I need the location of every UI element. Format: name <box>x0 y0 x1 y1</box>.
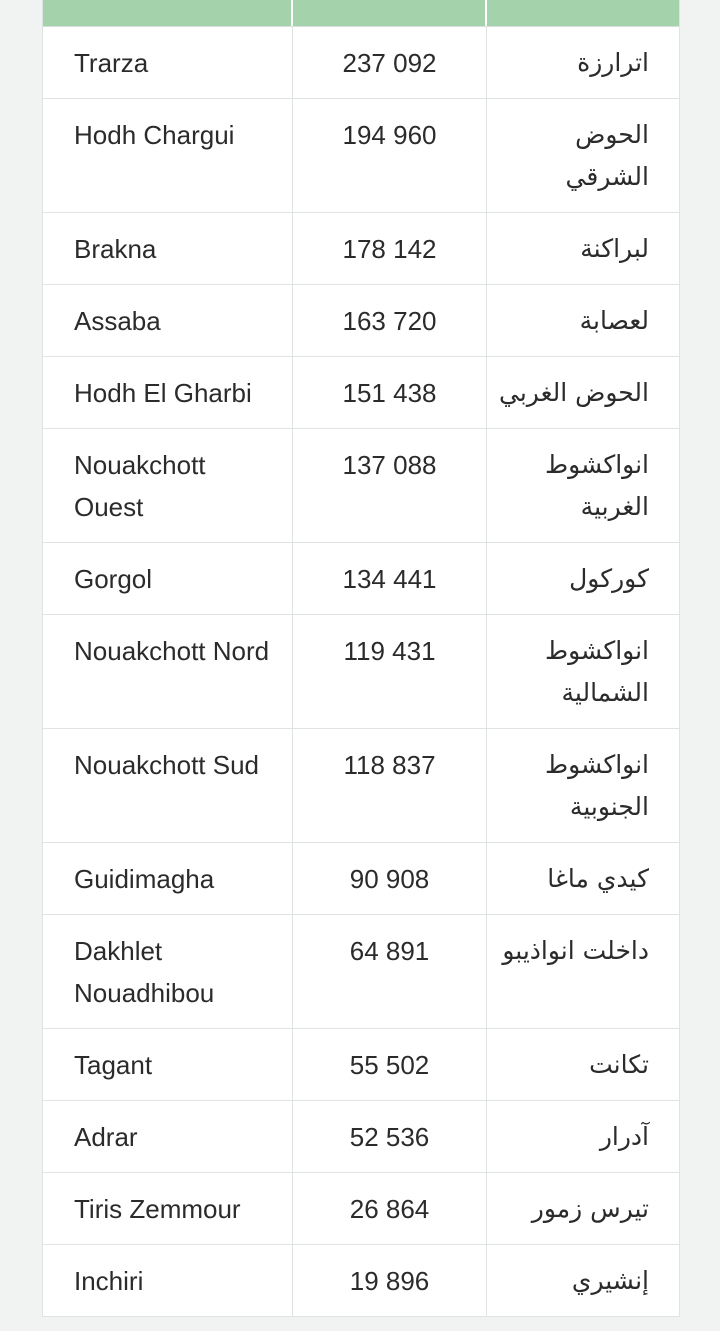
cell-population: 194 960 <box>293 99 487 212</box>
cell-population: 118 837 <box>293 729 487 842</box>
cell-population: 237 092 <box>293 27 487 98</box>
cell-population: 90 908 <box>293 843 487 914</box>
header-population[interactable] <box>293 0 487 26</box>
cell-region-arabic: الحوض الشرقي <box>565 120 649 191</box>
table-row <box>43 543 679 615</box>
cell-region-name: Hodh El Gharbi <box>43 357 293 428</box>
cell-region-name: Nouakchott Sud <box>43 729 293 842</box>
header-arabic[interactable] <box>487 0 679 26</box>
cell-region-arabic: داخلت انواذيبو <box>502 936 649 965</box>
cell-population: 151 438 <box>293 357 487 428</box>
table-row <box>43 1101 679 1173</box>
table-row <box>43 729 679 843</box>
table-row <box>43 843 679 915</box>
cell-region-name: Brakna <box>43 213 293 284</box>
cell-region-arabic: كوركول <box>569 564 649 593</box>
table-row <box>43 99 679 213</box>
table-row <box>43 915 679 1029</box>
cell-region-arabic: انواكشوط الشمالية <box>544 636 649 707</box>
cell-population: 134 441 <box>293 543 487 614</box>
cell-region-arabic: اترارزة <box>577 48 649 77</box>
cell-region-name: Inchiri <box>43 1245 293 1316</box>
cell-population: 64 891 <box>293 915 487 1028</box>
table-row <box>43 1245 679 1317</box>
cell-region-name: Nouakchott Ouest <box>43 429 293 542</box>
header-name[interactable] <box>43 0 293 26</box>
cell-region-name: Tagant <box>43 1029 293 1100</box>
cell-region-arabic: آدرار <box>599 1122 649 1151</box>
table-row <box>43 1173 679 1245</box>
cell-region-arabic: إنشيري <box>571 1266 649 1295</box>
table-row <box>43 615 679 729</box>
table-row <box>43 27 679 99</box>
cell-population: 163 720 <box>293 285 487 356</box>
population-table <box>42 0 680 1317</box>
cell-region-arabic: لبراكنة <box>580 234 649 263</box>
cell-region-name: Trarza <box>43 27 293 98</box>
cell-population: 52 536 <box>293 1101 487 1172</box>
cell-population: 55 502 <box>293 1029 487 1100</box>
table-row <box>43 1029 679 1101</box>
cell-region-name: Nouakchott Nord <box>43 615 293 728</box>
cell-region-name: Hodh Chargui <box>43 99 293 212</box>
cell-region-name: Adrar <box>43 1101 293 1172</box>
cell-population: 119 431 <box>293 615 487 728</box>
table-row <box>43 357 679 429</box>
cell-population: 26 864 <box>293 1173 487 1244</box>
cell-region-arabic: تكانت <box>589 1050 649 1079</box>
cell-population: 178 142 <box>293 213 487 284</box>
cell-region-arabic: الحوض الغربي <box>499 378 649 407</box>
table-row <box>43 213 679 285</box>
cell-region-arabic: كيدي ماغا <box>547 864 649 893</box>
cell-population: 19 896 <box>293 1245 487 1316</box>
table-row <box>43 429 679 543</box>
cell-region-name: Tiris Zemmour <box>43 1173 293 1244</box>
cell-region-arabic: انواكشوط الجنوبية <box>544 750 649 821</box>
cell-region-name: Assaba <box>43 285 293 356</box>
cell-region-arabic: تيرس زمور <box>531 1194 649 1223</box>
cell-region-name: Dakhlet Nouadhibou <box>43 915 293 1028</box>
cell-region-arabic: انواكشوط الغربية <box>544 450 649 521</box>
cell-region-arabic: لعصابة <box>579 306 649 335</box>
cell-region-name: Guidimagha <box>43 843 293 914</box>
cell-region-name: Gorgol <box>43 543 293 614</box>
table-row <box>43 285 679 357</box>
table-header <box>43 0 679 27</box>
cell-population: 137 088 <box>293 429 487 542</box>
